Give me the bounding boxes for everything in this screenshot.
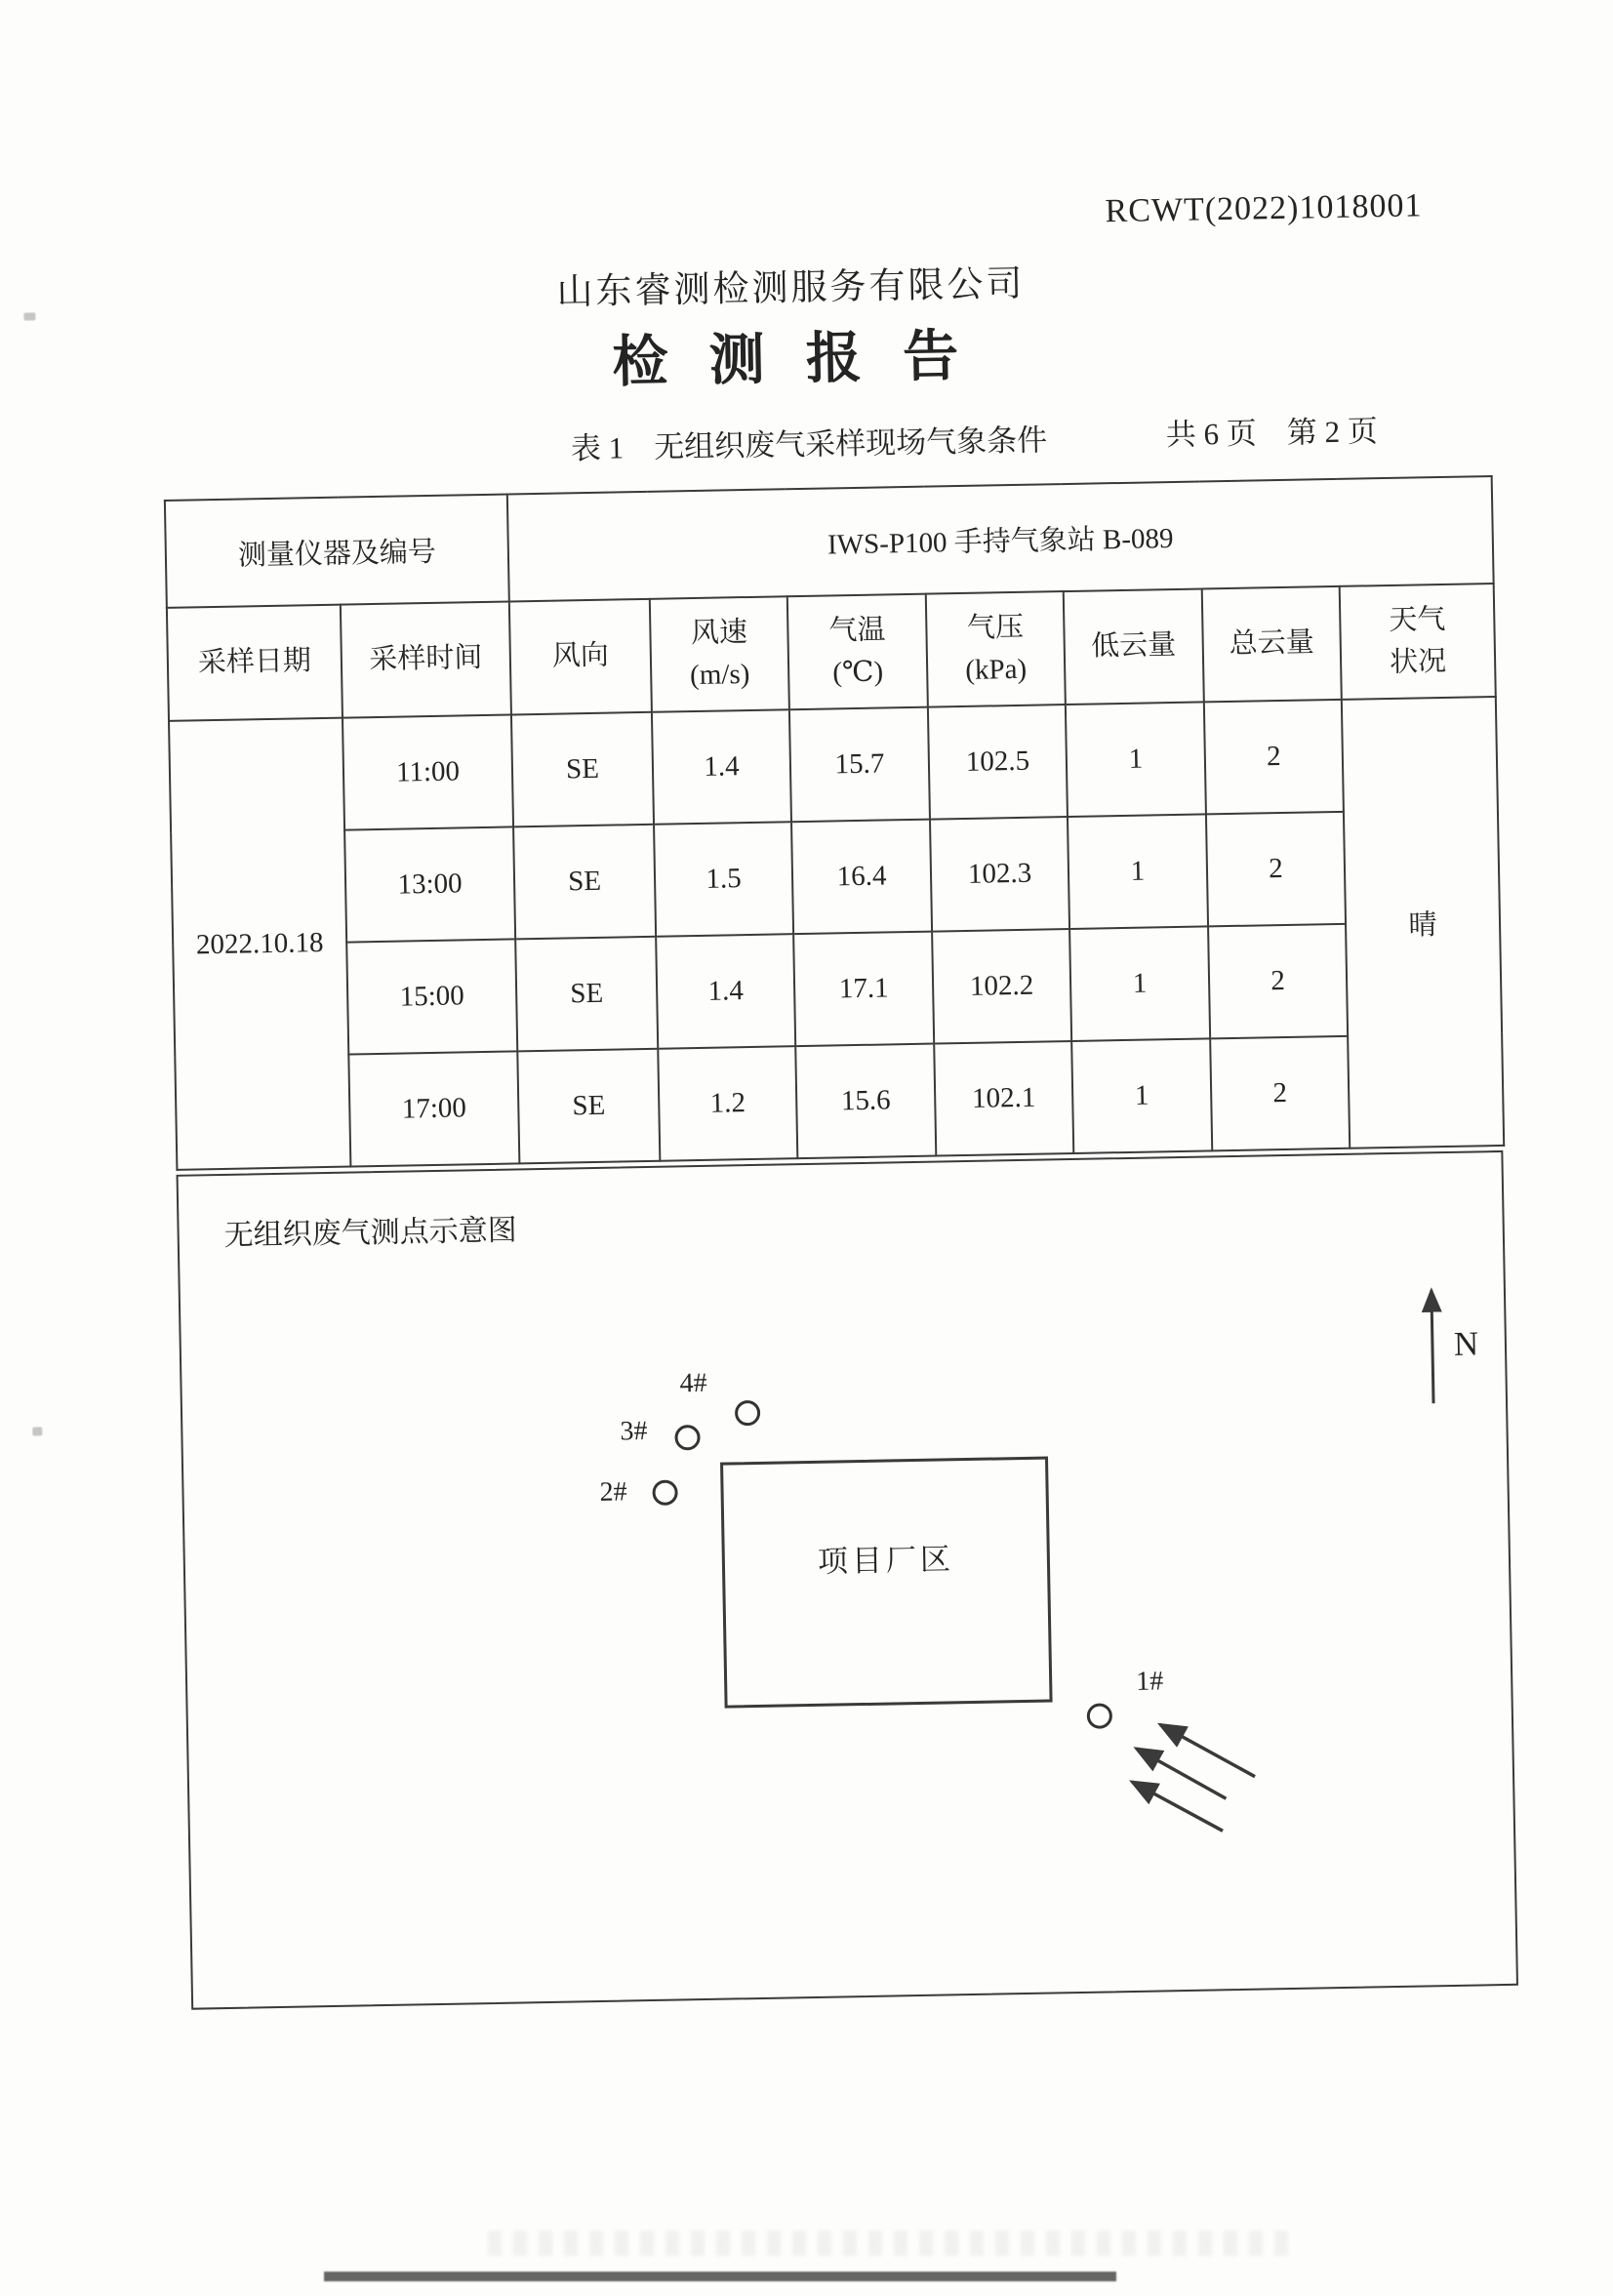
col-header-sample-date: 采样日期 (167, 605, 343, 721)
scan-speck (32, 1427, 42, 1435)
instrument-label-cell: 测量仪器及编号 (165, 494, 509, 607)
temp-cell: 17.1 (793, 932, 934, 1047)
scan-edge-strip (324, 2272, 1116, 2281)
scan-bleed-through (488, 2231, 1298, 2256)
col-header-sample-time: 采样时间 (341, 601, 511, 717)
wind-arrows-icon (1131, 1723, 1256, 1833)
wind-dir-cell: SE (513, 825, 656, 940)
north-arrow-icon (1432, 1290, 1433, 1403)
col-header-weather: 天气 状况 (1340, 584, 1496, 700)
low-cloud-cell: 1 (1069, 926, 1210, 1041)
pressure-cell: 102.3 (930, 817, 1069, 932)
diagram-title: 无组织废气测点示意图 (223, 1214, 517, 1252)
total-cloud-cell: 2 (1204, 700, 1344, 815)
pressure-cell: 102.2 (932, 929, 1071, 1044)
total-cloud-cell: 2 (1206, 812, 1346, 927)
total-cloud-cell: 2 (1210, 1036, 1350, 1151)
col-header-wind-speed: 风速 (m/s) (650, 596, 789, 712)
factory-area-label: 项目厂区 (817, 1541, 955, 1579)
wind-speed-cell: 1.4 (656, 934, 795, 1049)
factory-area-box (720, 1457, 1053, 1709)
wind-dir-cell: SE (517, 1049, 660, 1164)
table-row (175, 1033, 1504, 1170)
col-header-wind-direction: 风向 (509, 599, 652, 715)
pressure-cell: 102.1 (934, 1041, 1073, 1156)
sample-date-cell: 2022.10.18 (169, 718, 350, 1170)
report-number: RCWT(2022)1018001 (1105, 187, 1423, 230)
wind-speed-cell: 1.4 (652, 709, 791, 825)
col-header-total-cloud: 总云量 (1202, 586, 1342, 703)
col-header-low-cloud: 低云量 (1064, 588, 1204, 705)
time-cell: 15:00 (346, 939, 517, 1054)
low-cloud-cell: 1 (1071, 1038, 1212, 1153)
temp-cell: 15.7 (789, 707, 930, 823)
wind-dir-cell: SE (515, 937, 658, 1052)
col-header-temperature: 气温 (℃) (787, 594, 928, 710)
low-cloud-cell: 1 (1066, 702, 1206, 817)
point-label-3: 3# (620, 1416, 648, 1447)
wind-speed-cell: 1.2 (658, 1046, 797, 1161)
table-caption: 表 1 无组织废气采样现场气象条件 (570, 423, 1048, 466)
pressure-cell: 102.5 (928, 705, 1068, 820)
time-cell: 13:00 (344, 826, 515, 942)
weather-cell: 晴 (1342, 697, 1504, 1148)
col-header-pressure: 气压 (kPa) (926, 591, 1066, 707)
document-title: 检 测 报 告 (611, 325, 973, 394)
north-label: N (1453, 1324, 1479, 1363)
temp-cell: 16.4 (791, 820, 932, 935)
company-name: 山东睿测检测服务有限公司 (556, 263, 1026, 313)
sampling-points-diagram (177, 1150, 1518, 2010)
point-label-2: 2# (599, 1476, 627, 1508)
time-cell: 11:00 (343, 714, 513, 829)
instrument-value-cell: IWS-P100 手持气象站 B-089 (507, 476, 1494, 601)
point-label-1: 1# (1135, 1666, 1164, 1697)
meteorological-table (164, 475, 1505, 1171)
scan-speck (23, 312, 35, 320)
wind-speed-cell: 1.5 (654, 822, 793, 937)
temp-cell: 15.6 (795, 1044, 936, 1159)
time-cell: 17:00 (348, 1051, 519, 1166)
point-label-4: 4# (679, 1367, 707, 1399)
low-cloud-cell: 1 (1068, 814, 1208, 929)
wind-dir-cell: SE (511, 712, 654, 827)
total-cloud-cell: 2 (1208, 924, 1348, 1039)
page-indicator: 共 6 页 第 2 页 (1165, 414, 1379, 453)
